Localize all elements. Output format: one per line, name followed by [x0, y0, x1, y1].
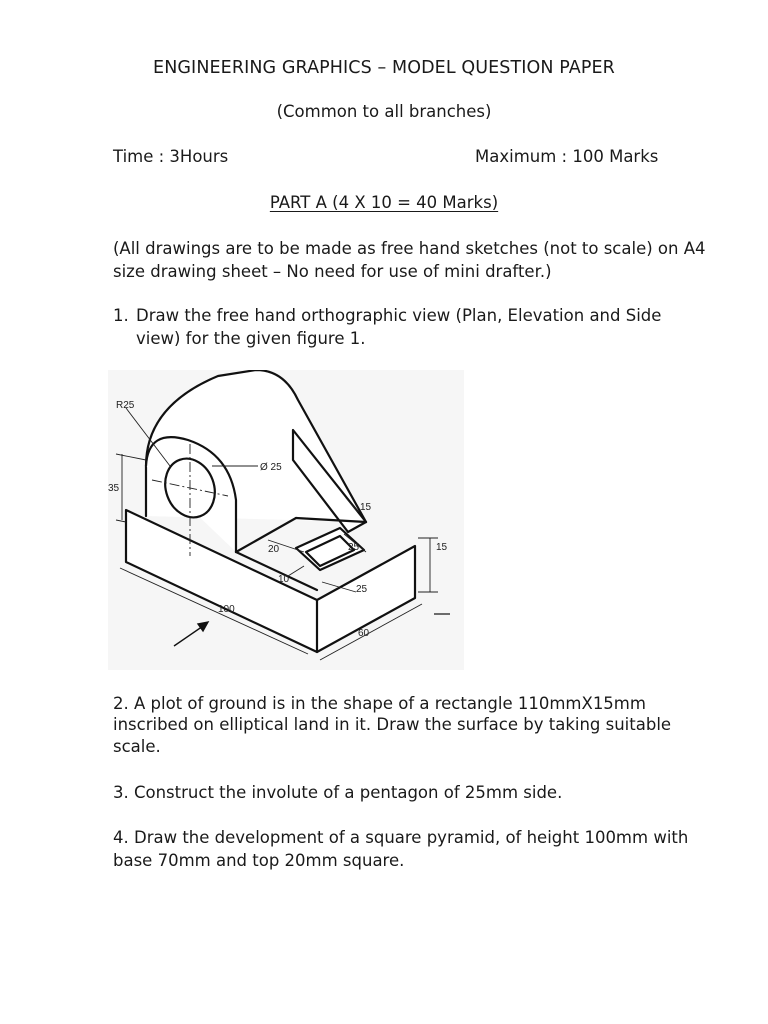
paper-title: ENGINEERING GRAPHICS – MODEL QUESTION PAPER	[153, 58, 615, 78]
dim-100: 100	[218, 604, 235, 615]
time-label: Time : 3Hours	[113, 147, 229, 166]
dim-10: 10	[278, 574, 290, 585]
dim-25-top: 25	[348, 542, 360, 553]
paper-subtitle: (Common to all branches)	[276, 102, 492, 121]
dim-15-right: 15	[436, 542, 448, 553]
dim-25-side: 25	[356, 584, 368, 595]
question-1-number: 1.	[113, 306, 129, 325]
max-marks-label: Maximum : 100 Marks	[475, 147, 659, 166]
dim-60: 60	[358, 628, 370, 639]
part-heading: PART A (4 X 10 = 40 Marks)	[269, 193, 499, 212]
dim-r25: R25	[116, 400, 135, 411]
dim-20: 20	[268, 544, 280, 555]
dim-dia25: Ø 25	[260, 462, 282, 473]
question-2-line-1: 2. A plot of ground is in the shape of a rectangle 110mmX15mm	[113, 694, 646, 713]
instructions-line-2: size drawing sheet – No need for use of mini drafter.)	[113, 262, 552, 281]
question-4-line-1: 4. Draw the development of a square pyramid, of height 100mm with	[113, 828, 689, 847]
question-1-line-1: Draw the free hand orthographic view (Plan, Elevation and Side	[136, 306, 662, 325]
question-2-line-3: scale.	[113, 737, 161, 756]
dim-15-rib: 15	[360, 502, 372, 513]
question-1-line-2: view) for the given figure 1.	[136, 329, 366, 348]
dim-35: 35	[108, 483, 120, 494]
question-2-line-2: inscribed on elliptical land in it. Draw the surface by taking suitable	[113, 715, 672, 734]
figure-1-isometric-drawing	[108, 370, 464, 670]
question-3: 3. Construct the involute of a pentagon of 25mm side.	[113, 783, 563, 802]
instructions-line-1: (All drawings are to be made as free hand sketches (not to scale) on A4	[113, 239, 706, 258]
question-4-line-2: base 70mm and top 20mm square.	[113, 851, 405, 870]
